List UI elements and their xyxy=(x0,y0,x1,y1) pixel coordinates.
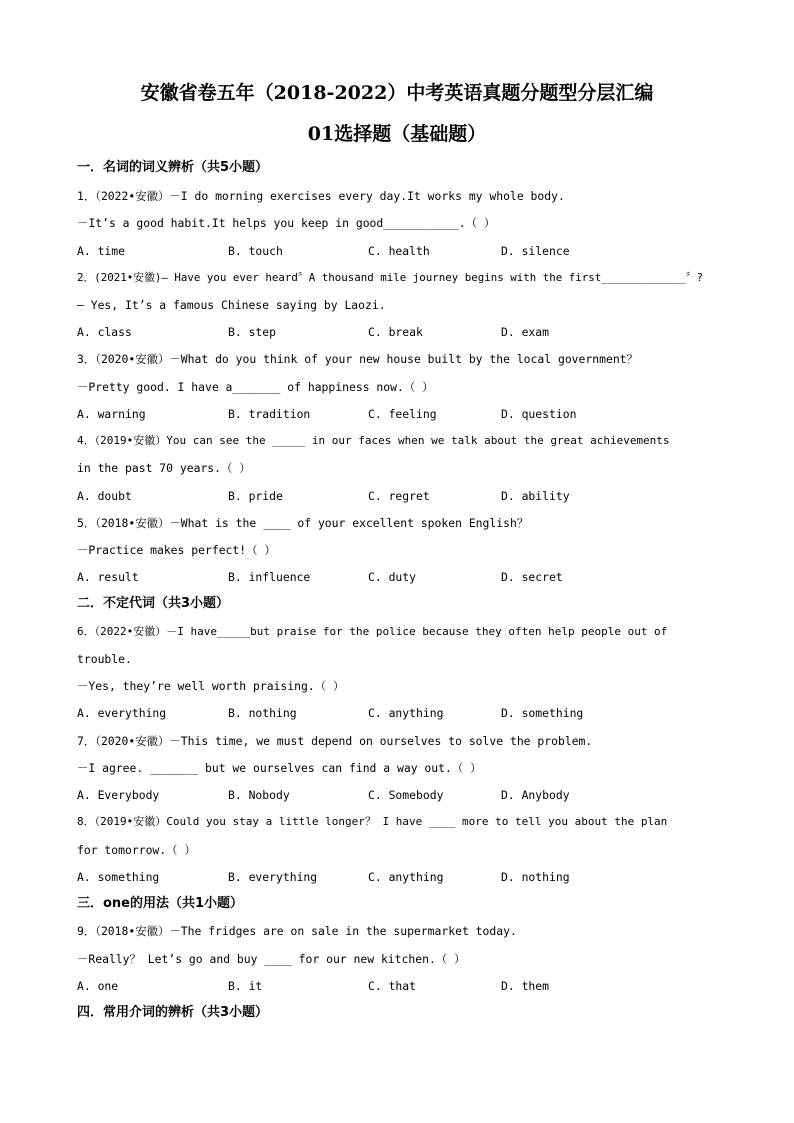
option-d: D. question xyxy=(501,407,577,421)
question-text: 2．(2021•安徽)— Have you ever heard〞A thousand mile journey begins with the first_____________〞? xyxy=(77,271,704,284)
document-subtitle: 01选择题（基础题） xyxy=(307,123,487,145)
option-d: D. ability xyxy=(501,489,570,503)
option-c: C. anything xyxy=(368,870,444,884)
section-heading: 三．one的用法（共1小题） xyxy=(77,896,244,911)
option-a: A. everything xyxy=(77,706,167,720)
question-text: 5．（2018•安徽）－What is the ____ of your excellent spoken English？ xyxy=(77,516,529,530)
option-b: B. pride xyxy=(228,489,283,503)
option-d: D. secret xyxy=(501,570,563,584)
question-text: 6．（2022•安徽）－I have_____but praise for the police because they often help people out of xyxy=(77,625,668,638)
option-a: A. time xyxy=(77,244,126,258)
option-b: B. nothing xyxy=(228,706,297,720)
document-title: 安徽省卷五年（2018-2022）中考英语真题分题型分层汇编 xyxy=(140,82,654,104)
option-a: A. doubt xyxy=(77,489,132,503)
option-c: C. anything xyxy=(368,706,444,720)
question-text: 9．（2018•安徽）－The fridges are on sale in the supermarket today. xyxy=(77,924,517,938)
option-a: A. warning xyxy=(77,407,146,421)
question-text: — Yes, It’s a famous Chinese saying by Laozi. xyxy=(77,298,386,312)
question-text: trouble. xyxy=(77,652,132,666)
option-d: D. them xyxy=(501,979,550,993)
question-text: 1．（2022•安徽）－I do morning exercises every day.It works my whole body. xyxy=(77,189,565,203)
option-c: C. feeling xyxy=(368,407,437,421)
option-b: B. touch xyxy=(228,244,283,258)
section-heading: 一．名词的词义辨析（共5小题） xyxy=(77,160,269,175)
question-text: 4．（2019•安徽）You can see the _____ in our faces when we talk about the great achievements xyxy=(77,434,670,447)
option-b: B. everything xyxy=(228,870,318,884)
option-b: B. it xyxy=(228,979,263,993)
option-b: B. tradition xyxy=(228,407,311,421)
question-text: in the past 70 years.（ ） xyxy=(77,461,251,475)
question-text: 8．（2019•安徽）Could you stay a little longer？ I have ____ more to tell you about the plan xyxy=(77,815,668,828)
option-d: D. exam xyxy=(501,325,550,339)
option-c: C. Somebody xyxy=(368,788,444,802)
option-a: A. Everybody xyxy=(77,788,160,802)
question-text: 3．（2020•安徽）－What do you think of your new house built by the local government？ xyxy=(77,352,638,366)
option-c: C. break xyxy=(368,325,423,339)
option-a: A. something xyxy=(77,870,160,884)
option-b: B. step xyxy=(228,325,277,339)
option-c: C. regret xyxy=(368,489,430,503)
option-a: A. class xyxy=(77,325,132,339)
option-a: A. result xyxy=(77,570,139,584)
question-text: －Practice makes perfect!（ ） xyxy=(77,543,276,557)
question-text: －I agree. _______ but we ourselves can find a way out.（ ） xyxy=(77,761,482,775)
section-heading: 四．常用介词的辨析（共3小题） xyxy=(77,1005,269,1020)
question-text: 7．（2020•安徽）－This time, we must depend on ourselves to solve the problem. xyxy=(77,734,593,748)
section-heading: 二．不定代词（共3小题） xyxy=(77,596,230,611)
option-d: D. something xyxy=(501,706,584,720)
option-b: B. influence xyxy=(228,570,311,584)
option-c: C. duty xyxy=(368,570,417,584)
question-text: －It’s a good habit.It helps you keep in good___________.（ ） xyxy=(77,216,496,230)
option-c: C. that xyxy=(368,979,417,993)
option-d: D. Anybody xyxy=(501,788,570,802)
option-d: D. nothing xyxy=(501,870,570,884)
option-c: C. health xyxy=(368,244,430,258)
option-b: B. Nobody xyxy=(228,788,290,802)
question-text: for tomorrow.（ ） xyxy=(77,843,196,857)
option-a: A. one xyxy=(77,979,119,993)
question-text: －Yes, they’re well worth praising.（ ） xyxy=(77,679,345,693)
question-text: －Pretty good. I have a_______ of happiness now.（ ） xyxy=(77,380,434,394)
question-text: －Really？ Let’s go and buy ____ for our new kitchen.（ ） xyxy=(77,952,466,966)
option-d: D. silence xyxy=(501,244,570,258)
